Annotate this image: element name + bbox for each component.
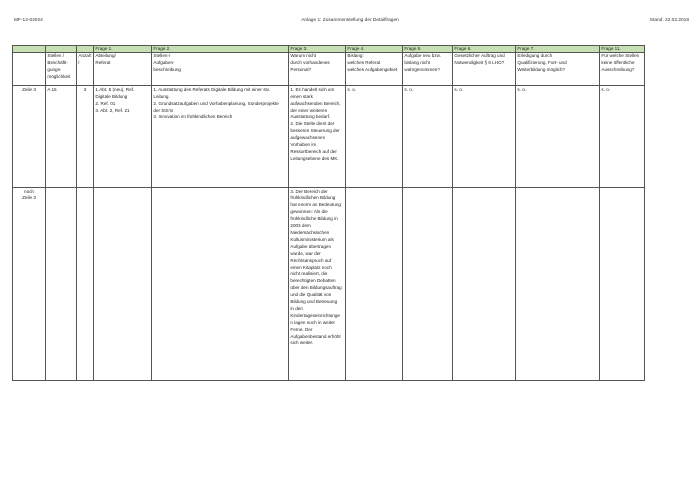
table-cell: 3 bbox=[77, 86, 94, 188]
column-header: Stellen-/ Aufgaben- beschreibung bbox=[152, 52, 289, 86]
question-cell: Frage 7. bbox=[516, 46, 600, 53]
question-cell: Frage 6. bbox=[453, 46, 516, 53]
table-cell bbox=[46, 187, 77, 380]
question-cell: Frage 4. bbox=[346, 46, 403, 53]
table-cell bbox=[600, 187, 645, 380]
column-header: Bislang: welches Referat welches Aufgabengebiet bbox=[346, 52, 403, 86]
table-cell: s. o. bbox=[403, 86, 453, 188]
table-cell: s. o. bbox=[453, 86, 516, 188]
column-header: Stellen / Beschäfti- gungs- möglichkeit bbox=[46, 52, 77, 86]
table-cell: 1.Abt. 5 (neu), Ref. Digitale Bildung 2. Ref. 01 3. Abt. 2, Ref. 21 bbox=[94, 86, 152, 188]
table-cell: 1. Ausstattung des Referats Digitale Bildung mit einer stv. Leitung. 2. Grundsatzaufgaben und Vorhabenplanung, Sonderprojekte der StS'in 3. Innovation im frühkindlichen Bereich bbox=[152, 86, 289, 188]
column-header: Für welche Stellen keine öffentliche Ausschreibung? bbox=[600, 52, 645, 86]
table-cell: 1. Es handelt sich um einen stark aufwachsenden Bereich, der einer weiteren Ausstattung bedarf. 2. Die Stelle dient der besseren Steuerung der aufgewachsenen Vorhaben im Ressortbereich auf der Leitungsebene des MK. bbox=[289, 86, 346, 188]
question-number-row bbox=[13, 46, 645, 53]
table-cell bbox=[346, 187, 403, 380]
table-cell: s. o. bbox=[346, 86, 403, 188]
document-date: Stand: 22.02.2018 bbox=[649, 18, 689, 23]
column-header: Gesetzlicher Auftrag und Notwendigkeit § 6 LHO? bbox=[453, 52, 516, 86]
table-cell: 3. Der Bereich der frühkindlichen Bildung hat enorm an Bedeutung gewonnen: Als die frühkindliche Bildung in 2003 dem Niedersächsischen Kultusministerium als Aufgabe übertragen wurde, war der Rechtsanspruch auf einen Kitaplatz noch nicht realisiert, die berechtigten Debatten über den Bildungsauftrag und die Qualität von Bildung und Betreuung in den Kindertageseinrichtunge n lagen noch in weiter Ferne. Der Aufgabenbestand erhöht sich weiter. bbox=[289, 187, 346, 380]
column-header-row bbox=[13, 52, 645, 86]
question-cell bbox=[46, 46, 77, 53]
question-cell: Frage 5. bbox=[403, 46, 453, 53]
column-header: Aufgabe neu bzw. bislang nicht wahrgenommen? bbox=[403, 52, 453, 86]
column-header: Anzahl bbox=[77, 52, 94, 86]
document-title: Anlage 1: Zusammenstellung der Detailfragen bbox=[301, 18, 399, 23]
column-header: Warum nicht durch vorhandenes Personal? bbox=[289, 52, 346, 86]
table-cell bbox=[453, 187, 516, 380]
table-cell bbox=[403, 187, 453, 380]
table-cell bbox=[77, 187, 94, 380]
detail-questions-table bbox=[12, 45, 645, 381]
table-row bbox=[13, 86, 645, 188]
column-header: Abteilung/ Referat bbox=[94, 52, 152, 86]
table-cell: Zeile 3 bbox=[13, 86, 46, 188]
table-cell: noch Zeile 3 bbox=[13, 187, 46, 380]
column-header: Erledigung durch Qualifizierung, Fort- und Weiterbildung möglich? bbox=[516, 52, 600, 86]
table-cell bbox=[94, 187, 152, 380]
question-cell bbox=[13, 46, 46, 53]
question-cell: Frage 11. bbox=[600, 46, 645, 53]
question-cell: Frage 2. bbox=[152, 46, 289, 53]
question-cell: Frage 3. bbox=[289, 46, 346, 53]
question-cell bbox=[77, 46, 94, 53]
table-cell: s. o. bbox=[600, 86, 645, 188]
table-cell bbox=[516, 187, 600, 380]
table-cell: A 15 bbox=[46, 86, 77, 188]
question-cell: Frage 1. bbox=[94, 46, 152, 53]
table-cell: s. o. bbox=[516, 86, 600, 188]
table-cell bbox=[152, 187, 289, 380]
column-header bbox=[13, 52, 46, 86]
table-row bbox=[13, 187, 645, 380]
document-id: MF-12-04024 bbox=[14, 18, 43, 23]
